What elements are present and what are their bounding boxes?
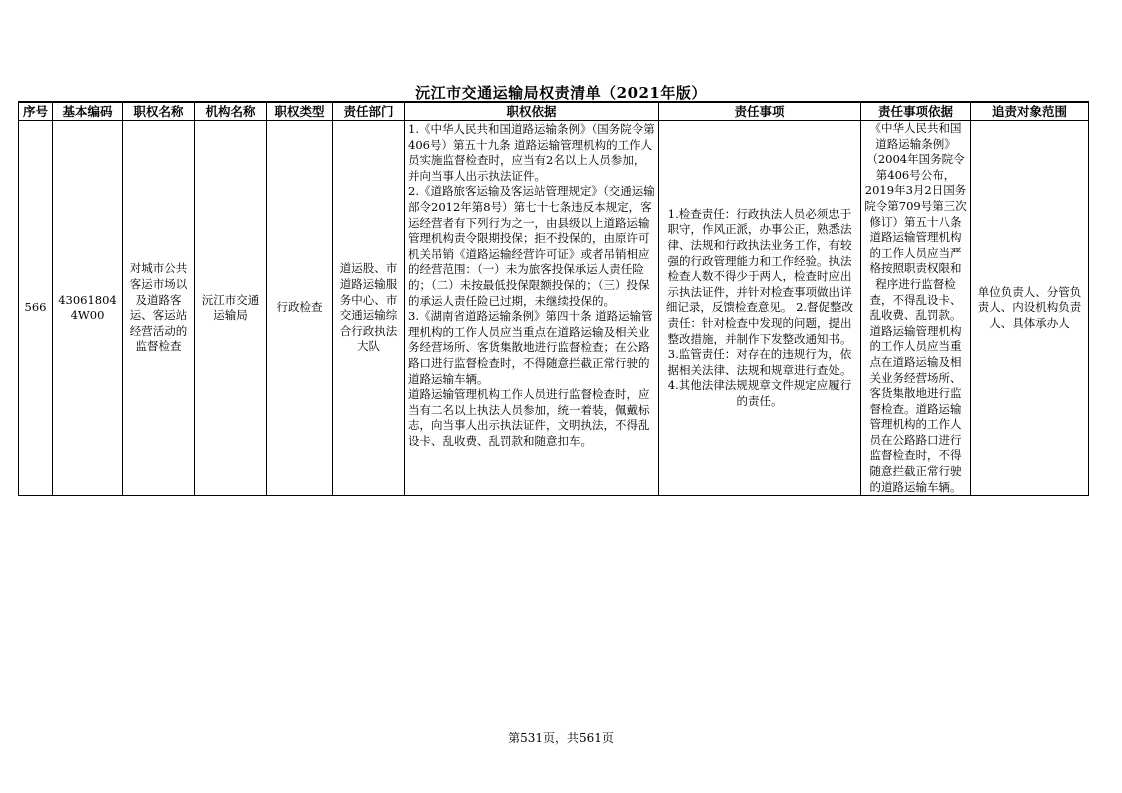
cell-agency: 沅江市交通运输局 — [195, 121, 267, 496]
header-duties: 责任事项 — [659, 102, 861, 121]
document-title: 沅江市交通运输局权责清单（2021年版） — [415, 84, 707, 102]
basis-paragraph-3: 3.《湖南省道路运输条例》第四十条 道路运输管理机构的工作人员应当重点在道路运输及相关业务经营场所、客货集散地进行监督检查；在公路路口进行监督检查时，不得随意拦截正常行驶的道路运输车辆。 — [408, 309, 653, 386]
table-header-row — [19, 102, 1089, 121]
header-power-type: 职权类型 — [267, 102, 333, 121]
header-duty-basis: 责任事项依据 — [861, 102, 971, 121]
cell-code: 430618044W00 — [53, 121, 123, 496]
header-power-name: 职权名称 — [123, 102, 195, 121]
duty-list-table — [18, 101, 1089, 496]
basis-paragraph-1: 1.《中华人民共和国道路运输条例》（国务院令第406号）第五十九条 道路运输管理机构的工作人员实施监督检查时，应当有2名以上人员参加，并向当事人出示执法证件。 — [408, 122, 655, 183]
page-footer: 第531页，共561页 — [508, 731, 614, 745]
cell-accountability: 单位负责人、分管负责人、内设机构负责人、具体承办人 — [971, 121, 1089, 496]
cell-seq: 566 — [19, 121, 53, 496]
header-seq: 序号 — [19, 102, 53, 121]
cell-basis — [405, 121, 659, 496]
cell-department: 道运股、市道路运输服务中心、市交通运输综合行政执法大队 — [333, 121, 405, 496]
cell-power-name: 对城市公共客运市场以及道路客运、客运站经营活动的监督检查 — [123, 121, 195, 496]
header-agency: 机构名称 — [195, 102, 267, 121]
header-accountability: 追责对象范围 — [971, 102, 1089, 121]
header-basis: 职权依据 — [405, 102, 659, 121]
table-row — [19, 121, 1089, 496]
basis-paragraph-4: 道路运输管理机构工作人员进行监督检查时，应当有二名以上执法人员参加，统一着装，佩戴标志，向当事人出示执法证件，文明执法，不得乱设卡、乱收费、乱罚款和随意扣车。 — [408, 387, 650, 448]
cell-power-type: 行政检查 — [267, 121, 333, 496]
header-department: 责任部门 — [333, 102, 405, 121]
header-code: 基本编码 — [53, 102, 123, 121]
cell-duty-basis: 《中华人民共和国道路运输条例》（2004年国务院令第406号公布，2019年3月2日国务院令第709号第三次修订）第五十八条 道路运输管理机构的工作人员应当严格按照职责权限和程序进行监督检查，不得乱设卡、乱收费、乱罚款。道路运输管理机构的工作人员应当重点在道路运输及相关业务经营场所、客货集散地进行监督检查。道路运输管理机构的工作人员在公路路口进行监督检查时，不得随意拦截正常行驶的道路运输车辆。 — [861, 121, 971, 496]
basis-paragraph-2: 2.《道路旅客运输及客运站管理规定》（交通运输部令2012年第8号）第七十七条违反本规定，客运经营者有下列行为之一，由县级以上道路运输管理机构责令限期投保；拒不投保的，由原许可机关吊销《道路运输经营许可证》或者吊销相应的经营范围：（一）未为旅客投保承运人责任险的；（二）未按最低投保限额投保的；（三）投保的承运人责任险已过期，未继续投保的。 — [408, 184, 655, 308]
cell-duties: 1.检查责任：行政执法人员必须忠于职守，作风正派，办事公正，熟悉法律、法规和行政执法业务工作，有较强的行政管理能力和工作经验。执法检查人数不得少于两人，检查时应出示执法证件，并针对检查事项做出详细记录，反馈检查意见。 2.督促整改责任：针对检查中发现的问题，提出整改措施，并制作下发整改通知书。 3.监管责任：对存在的违规行为，依据相关法律、法规和规章进行查处。 4.其他法律法规规章文件规定应履行的责任。 — [659, 121, 861, 496]
